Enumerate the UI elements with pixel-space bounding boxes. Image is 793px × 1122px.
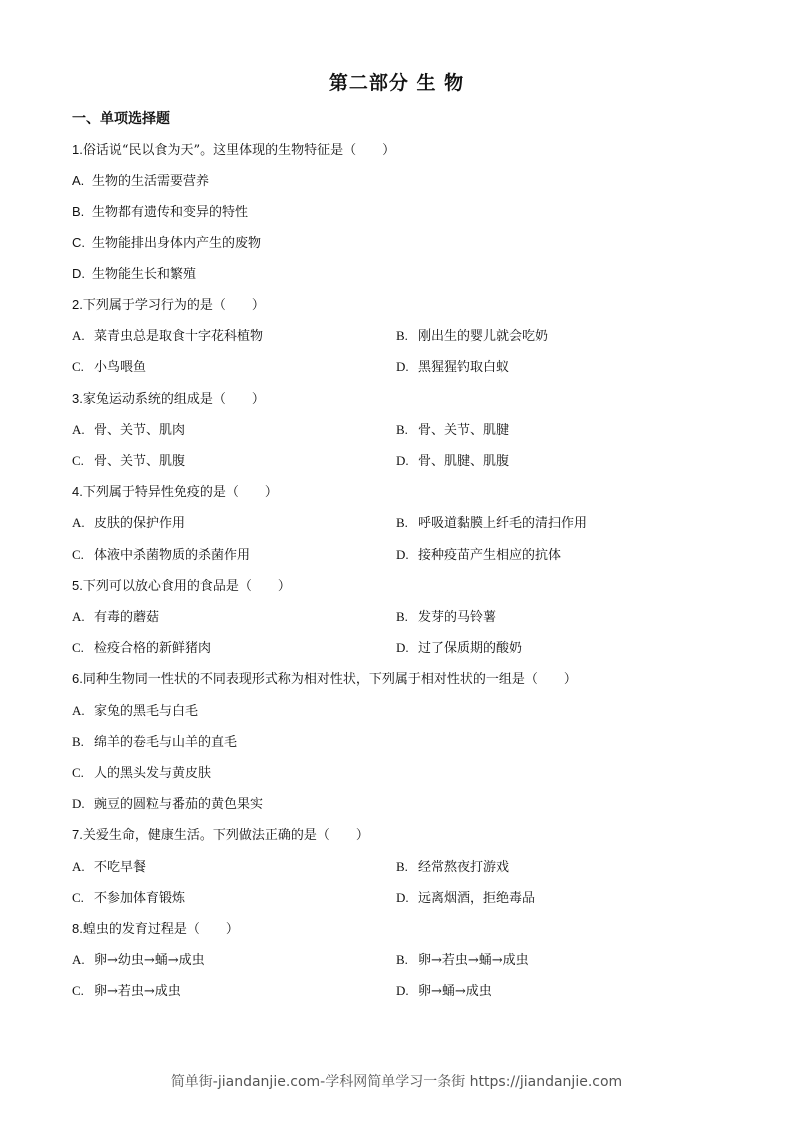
question-number: 5. <box>72 578 83 593</box>
option-label: C. <box>72 453 84 468</box>
option-label: B. <box>396 952 408 967</box>
option-text: 人的黑头发与黄皮肤 <box>94 766 212 781</box>
option-text: 远离烟酒，拒绝毒品 <box>418 891 536 906</box>
option-text: 绵羊的卷毛与山羊的直毛 <box>94 735 238 750</box>
section-heading: 一、单项选择题 <box>72 111 170 127</box>
option-3b <box>396 421 509 440</box>
option-1b <box>72 203 248 222</box>
question-number: 3. <box>72 391 83 406</box>
question-number: 8. <box>72 921 83 936</box>
question-text: 同种生物同一性状的不同表现形式称为相对性状，下列属于相对性状的一组是（ ） <box>82 672 577 687</box>
question-number: 1. <box>72 142 83 157</box>
option-label: B. <box>396 859 408 874</box>
page-title: 第二部分 生 物 <box>328 72 465 94</box>
question-text: 下列属于学习行为的是（ ） <box>82 298 265 313</box>
option-text: 菜青虫总是取食十字花科植物 <box>94 329 264 344</box>
option-6b <box>72 733 237 752</box>
question-number: 6. <box>72 671 83 686</box>
option-7a <box>72 858 146 877</box>
option-label: D. <box>396 547 409 562</box>
option-text: 生物能排出身体内产生的废物 <box>92 236 262 251</box>
option-text: 体液中杀菌物质的杀菌作用 <box>94 548 251 563</box>
option-label: B. <box>396 515 408 530</box>
question-text: 下列可以放心食用的食品是（ ） <box>82 579 291 594</box>
option-label: A. <box>72 515 85 530</box>
option-text: 接种疫苗产生相应的抗体 <box>418 548 562 563</box>
option-7b <box>396 858 509 877</box>
option-7c <box>72 889 185 908</box>
option-text: 骨、关节、肌腱 <box>418 423 510 438</box>
option-label: A. <box>72 609 85 624</box>
option-5d <box>396 639 522 658</box>
option-label: B. <box>72 734 84 749</box>
question-3 <box>72 390 265 409</box>
option-label: D. <box>396 983 409 998</box>
option-text: 卵→若虫→蛹→成虫 <box>418 953 529 968</box>
option-text: 卵→若虫→成虫 <box>94 984 181 999</box>
option-label: D. <box>72 266 85 281</box>
option-label: C. <box>72 983 84 998</box>
option-3a <box>72 421 185 440</box>
option-label: A. <box>72 422 85 437</box>
option-2a <box>72 327 263 346</box>
option-5b <box>396 608 496 627</box>
question-text: 蝗虫的发育过程是（ ） <box>82 922 239 937</box>
option-text: 小鸟喂鱼 <box>94 360 147 375</box>
option-label: D. <box>396 359 409 374</box>
question-5 <box>72 577 291 596</box>
option-label: D. <box>396 640 409 655</box>
option-text: 有毒的蘑菇 <box>94 610 160 625</box>
option-label: A. <box>72 859 85 874</box>
option-text: 骨、肌腱、肌腹 <box>418 454 510 469</box>
option-text: 检疫合格的新鲜猪肉 <box>94 641 212 656</box>
option-label: B. <box>72 204 85 219</box>
option-label: C. <box>72 235 85 250</box>
option-2b <box>396 327 548 346</box>
question-number: 7. <box>72 827 83 842</box>
option-1a <box>72 172 209 191</box>
option-text: 不吃早餐 <box>94 860 147 875</box>
question-8 <box>72 920 239 939</box>
option-label: A. <box>72 952 85 967</box>
option-text: 过了保质期的酸奶 <box>418 641 523 656</box>
option-4c <box>72 546 250 565</box>
option-label: A. <box>72 703 85 718</box>
option-2d <box>396 358 509 377</box>
option-text: 生物都有遗传和变异的特性 <box>92 205 249 220</box>
option-text: 生物能生长和繁殖 <box>92 267 197 282</box>
option-label: C. <box>72 640 84 655</box>
option-text: 发芽的马铃薯 <box>418 610 497 625</box>
option-8c <box>72 982 181 1001</box>
option-text: 刚出生的婴儿就会吃奶 <box>418 329 549 344</box>
option-text: 皮肤的保护作用 <box>94 516 186 531</box>
option-3c <box>72 452 185 471</box>
option-6d <box>72 795 263 814</box>
question-6 <box>72 670 577 689</box>
question-2 <box>72 296 265 315</box>
option-1c <box>72 234 261 253</box>
option-2c <box>72 358 146 377</box>
question-text: 下列属于特异性免疫的是（ ） <box>82 485 278 500</box>
option-text: 经常熬夜打游戏 <box>418 860 510 875</box>
option-text: 不参加体育锻炼 <box>94 891 186 906</box>
option-1d <box>72 265 196 284</box>
option-label: D. <box>396 453 409 468</box>
option-4b <box>396 514 587 533</box>
option-text: 呼吸道黏膜上纤毛的清扫作用 <box>418 516 588 531</box>
option-4a <box>72 514 185 533</box>
option-8a <box>72 951 205 970</box>
option-text: 家兔的黑毛与白毛 <box>94 704 199 719</box>
option-label: C. <box>72 359 84 374</box>
option-label: C. <box>72 547 84 562</box>
option-label: B. <box>396 422 408 437</box>
option-label: C. <box>72 765 84 780</box>
option-4d <box>396 546 561 565</box>
option-label: C. <box>72 890 84 905</box>
option-text: 黑猩猩钓取白蚁 <box>418 360 510 375</box>
option-label: D. <box>72 796 85 811</box>
question-4 <box>72 483 278 502</box>
option-7d <box>396 889 535 908</box>
question-number: 4. <box>72 484 83 499</box>
option-text: 骨、关节、肌肉 <box>94 423 186 438</box>
option-5a <box>72 608 159 627</box>
option-label: D. <box>396 890 409 905</box>
option-3d <box>396 452 509 471</box>
option-text: 卵→蛹→成虫 <box>418 984 492 999</box>
option-text: 豌豆的圆粒与番茄的黄色果实 <box>94 797 264 812</box>
question-1 <box>72 141 395 160</box>
option-5c <box>72 639 211 658</box>
option-label: A. <box>72 173 85 188</box>
question-7 <box>72 826 369 845</box>
option-6c <box>72 764 211 783</box>
option-8b <box>396 951 529 970</box>
option-text: 骨、关节、肌腹 <box>94 454 186 469</box>
option-label: A. <box>72 328 85 343</box>
option-text: 卵→幼虫→蛹→成虫 <box>94 953 205 968</box>
question-number: 2. <box>72 297 83 312</box>
option-6a <box>72 702 198 721</box>
question-text: 关爱生命，健康生活。下列做法正确的是（ ） <box>82 828 369 843</box>
question-text: 家兔运动系统的组成是（ ） <box>82 392 265 407</box>
option-text: 生物的生活需要营养 <box>92 174 210 189</box>
question-text: 俗话说“民以食为天”。这里体现的生物特征是（ ） <box>82 143 396 158</box>
option-label: B. <box>396 609 408 624</box>
option-8d <box>396 982 492 1001</box>
option-label: B. <box>396 328 408 343</box>
page-footer-watermark: 简单街-jiandanjie.com-学科网简单学习一条街 https://jiandanjie.com <box>170 1074 623 1090</box>
